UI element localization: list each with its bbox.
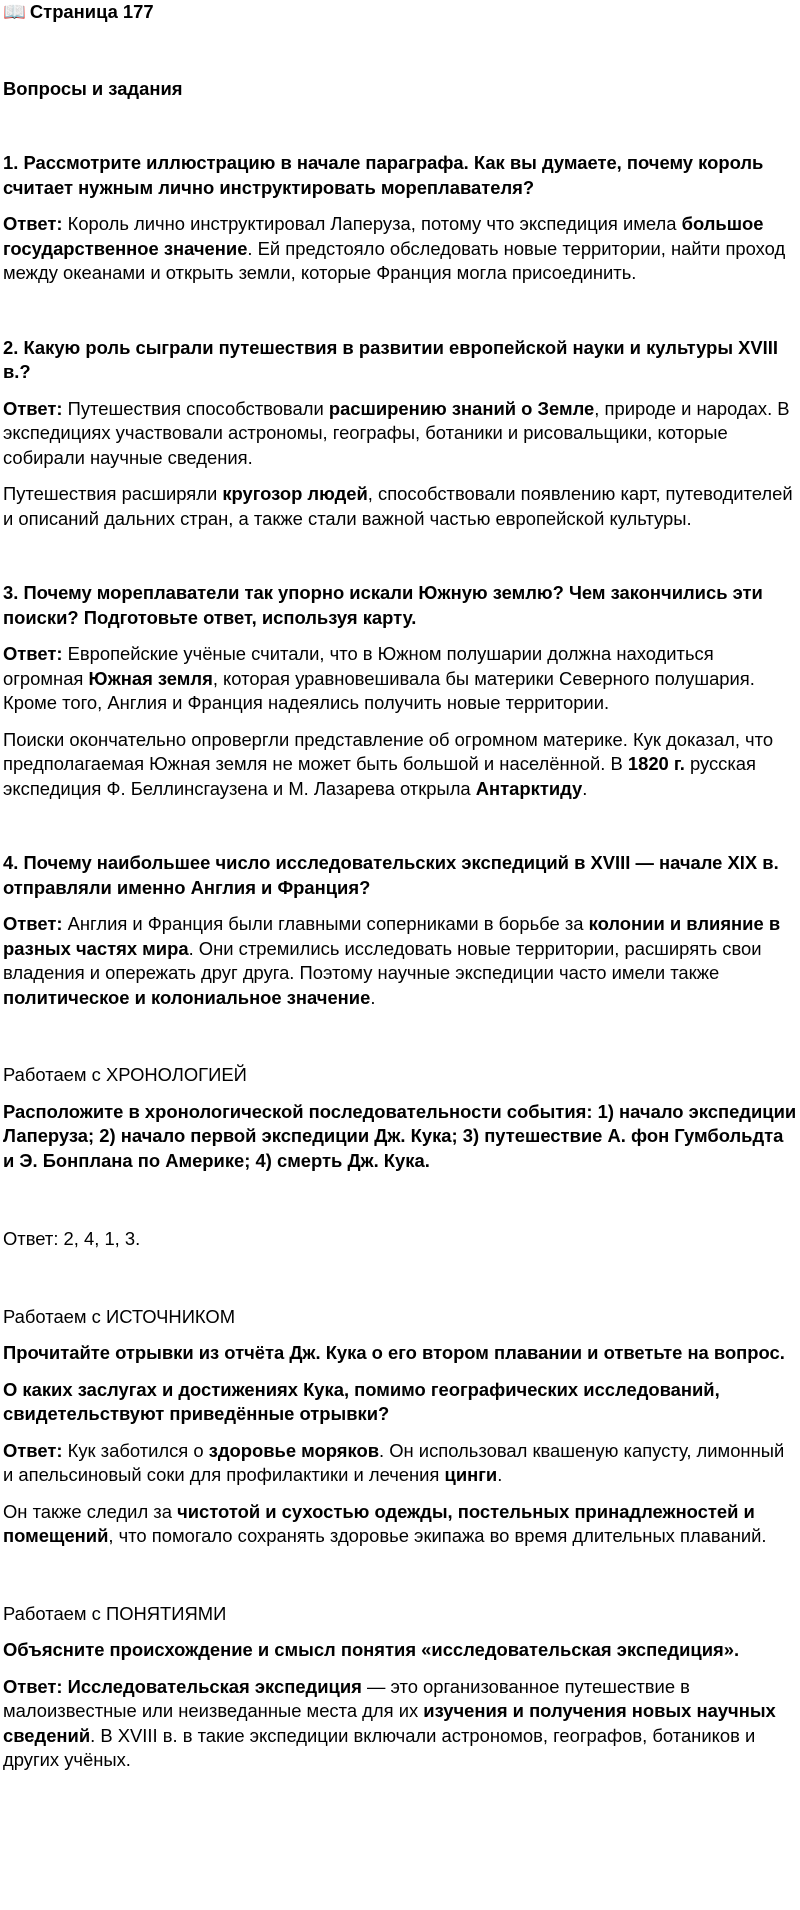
answer-bold: чистотой и сухостью одежды, постельных принадлежностей и помещений xyxy=(3,1500,755,1546)
concepts-heading-text: Работаем с ПОНЯТИЯМИ xyxy=(3,1602,227,1624)
answer-text: , что помогало сохранять здоровье экипажа во время длительных плаваний. xyxy=(108,1525,767,1546)
concepts-heading xyxy=(3,1602,797,1627)
answer-bold: политическое и колониальное значение xyxy=(3,986,371,1008)
answer-label: Ответ: xyxy=(3,213,63,234)
answer-bold: цинги xyxy=(444,1464,498,1485)
answer-bold: изучения и получения новых научных сведений xyxy=(3,1700,776,1746)
answer-text: Европейские учёные считали, что в Южном полушарии должна находиться огромная xyxy=(3,643,714,689)
answer-text: Поиски окончательно опровергли представление об огромном материке. Кук доказал, что предполагаемая Южная земля не может быть большой и населённой. В xyxy=(3,728,774,774)
source-answer xyxy=(3,1439,797,1488)
answer-bold: Исследовательская экспедиция xyxy=(62,1675,362,1697)
source-heading-text: Работаем с ИСТОЧНИКОМ xyxy=(3,1305,236,1327)
answer-label: Ответ: xyxy=(3,913,63,934)
answer-text: . Он использовал квашеную капусту, лимонный и апельсиновый соки для профилактики и лечения xyxy=(3,1439,785,1485)
answer-3-paragraph-2 xyxy=(3,728,797,802)
open-book-icon: 📖 xyxy=(3,1,26,22)
answer-label: Ответ: xyxy=(3,1675,63,1697)
answer-bold: Антарктиду xyxy=(475,777,583,799)
page-title: Страница 177 xyxy=(29,1,154,22)
question-4: 4. Почему наибольшее число исследовательских экспедиций в XVIII — начале XIX в. отправляли именно Англия и Франция? xyxy=(3,852,779,898)
answer-text: . В XVIII в. в такие экспедиции включали астрономов, географов, ботаников и других учёных. xyxy=(3,1724,756,1770)
chronology-task: Расположите в хронологической последовательности события: 1) начало экспедиции Лаперуза; 2) начало первой экспедиции Дж. Кука; 3) путешествие А. фон Гумбольдта и Э. Бонплана по Америке; 4) смерть Дж. Кука. xyxy=(3,1100,797,1171)
chronology-answer: Ответ: 2, 4, 1, 3. xyxy=(3,1228,141,1249)
answer-bold: кругозор людей xyxy=(222,483,368,504)
source-heading xyxy=(3,1305,797,1330)
answer-text: Путешествия расширяли xyxy=(3,483,223,504)
answer-text: . xyxy=(370,986,376,1008)
answer-text: Англия и Франция были главными соперниками в борьбе за xyxy=(62,913,589,934)
answer-text: Он также следил за xyxy=(3,1500,178,1522)
answer-bold: здоровье моряков xyxy=(208,1439,380,1461)
answer-text: — это организованное путешествие в малоизвестные или неизведанные места для их xyxy=(3,1675,690,1721)
answer-label: Ответ: xyxy=(3,1439,63,1461)
question-1: 1. Рассмотрите иллюстрацию в начале параграфа. Как вы думаете, почему король считает нужным лично инструктировать мореплавателя? xyxy=(3,152,764,198)
answer-text: . xyxy=(582,777,588,799)
source-task-2: О каких заслугах и достижениях Кука, помимо географических исследований, свидетельствуют приведённые отрывки? xyxy=(3,1378,720,1424)
answer-text: , природе и народах. В экспедициях участвовали астрономы, географы, ботаники и рисовальщики, которые собирали научные сведения. xyxy=(3,397,790,468)
answer-text: русская экспедиция Ф. Беллинсгаузена и М. Лазарева открыла xyxy=(3,753,756,799)
answer-4 xyxy=(3,912,797,1010)
answer-3 xyxy=(3,642,797,716)
answer-text: . xyxy=(497,1464,503,1485)
answer-bold: колонии и влияние в разных частях мира xyxy=(3,913,781,959)
answer-label: Ответ: xyxy=(3,397,63,419)
answer-1 xyxy=(3,212,797,286)
answer-text: Кук заботился о xyxy=(62,1439,209,1461)
answer-text: . Они стремились исследовать новые территории, расширять свои владения и опережать друг друга. Поэтому научные экспедиции часто имели также xyxy=(3,937,762,983)
chronology-heading xyxy=(3,1063,797,1088)
chronology-heading-text: Работаем с ХРОНОЛОГИЕЙ xyxy=(3,1064,247,1085)
concepts-answer xyxy=(3,1675,797,1773)
answer-text: , которая уравновешивала бы материки Северного полушария. Кроме того, Англия и Франция надеялись получить новые территории. xyxy=(3,667,755,713)
section-title: Вопросы и задания xyxy=(3,77,183,99)
question-3: 3. Почему мореплаватели так упорно искали Южную землю? Чем закончились эти поиски? Подготовьте ответ, используя карту. xyxy=(3,582,763,628)
answer-text: . Ей предстояло обследовать новые территории, найти проход между океанами и открыть земли, которые Франция могла присоединить. xyxy=(3,237,786,283)
answer-text: , способствовали появлению карт, путеводителей и описаний дальних стран, а также стали важной частью европейской культуры. xyxy=(3,483,793,529)
answer-2 xyxy=(3,397,797,471)
answer-bold: Южная земля xyxy=(88,667,213,689)
answer-label: Ответ: xyxy=(3,643,63,664)
page-header xyxy=(3,0,797,25)
answer-text: Путешествия способствовали xyxy=(62,397,329,419)
source-task-1: Прочитайте отрывки из отчёта Дж. Кука о его втором плавании и ответьте на вопрос. xyxy=(3,1342,785,1363)
answer-2-paragraph-2 xyxy=(3,482,797,531)
source-answer-paragraph-2 xyxy=(3,1500,797,1549)
answer-bold: большое государственное значение xyxy=(3,213,764,259)
answer-bold: 1820 г. xyxy=(627,753,685,774)
answer-text: Король лично инструктировал Лаперуза, потому что экспедиция имела xyxy=(62,213,682,234)
answer-bold: расширению знаний о Земле xyxy=(328,397,595,419)
concepts-task: Объясните происхождение и смысл понятия «исследовательская экспедиция». xyxy=(3,1639,740,1660)
question-2: 2. Какую роль сыграли путешествия в развитии европейской науки и культуры XVIII в.? xyxy=(3,336,779,382)
